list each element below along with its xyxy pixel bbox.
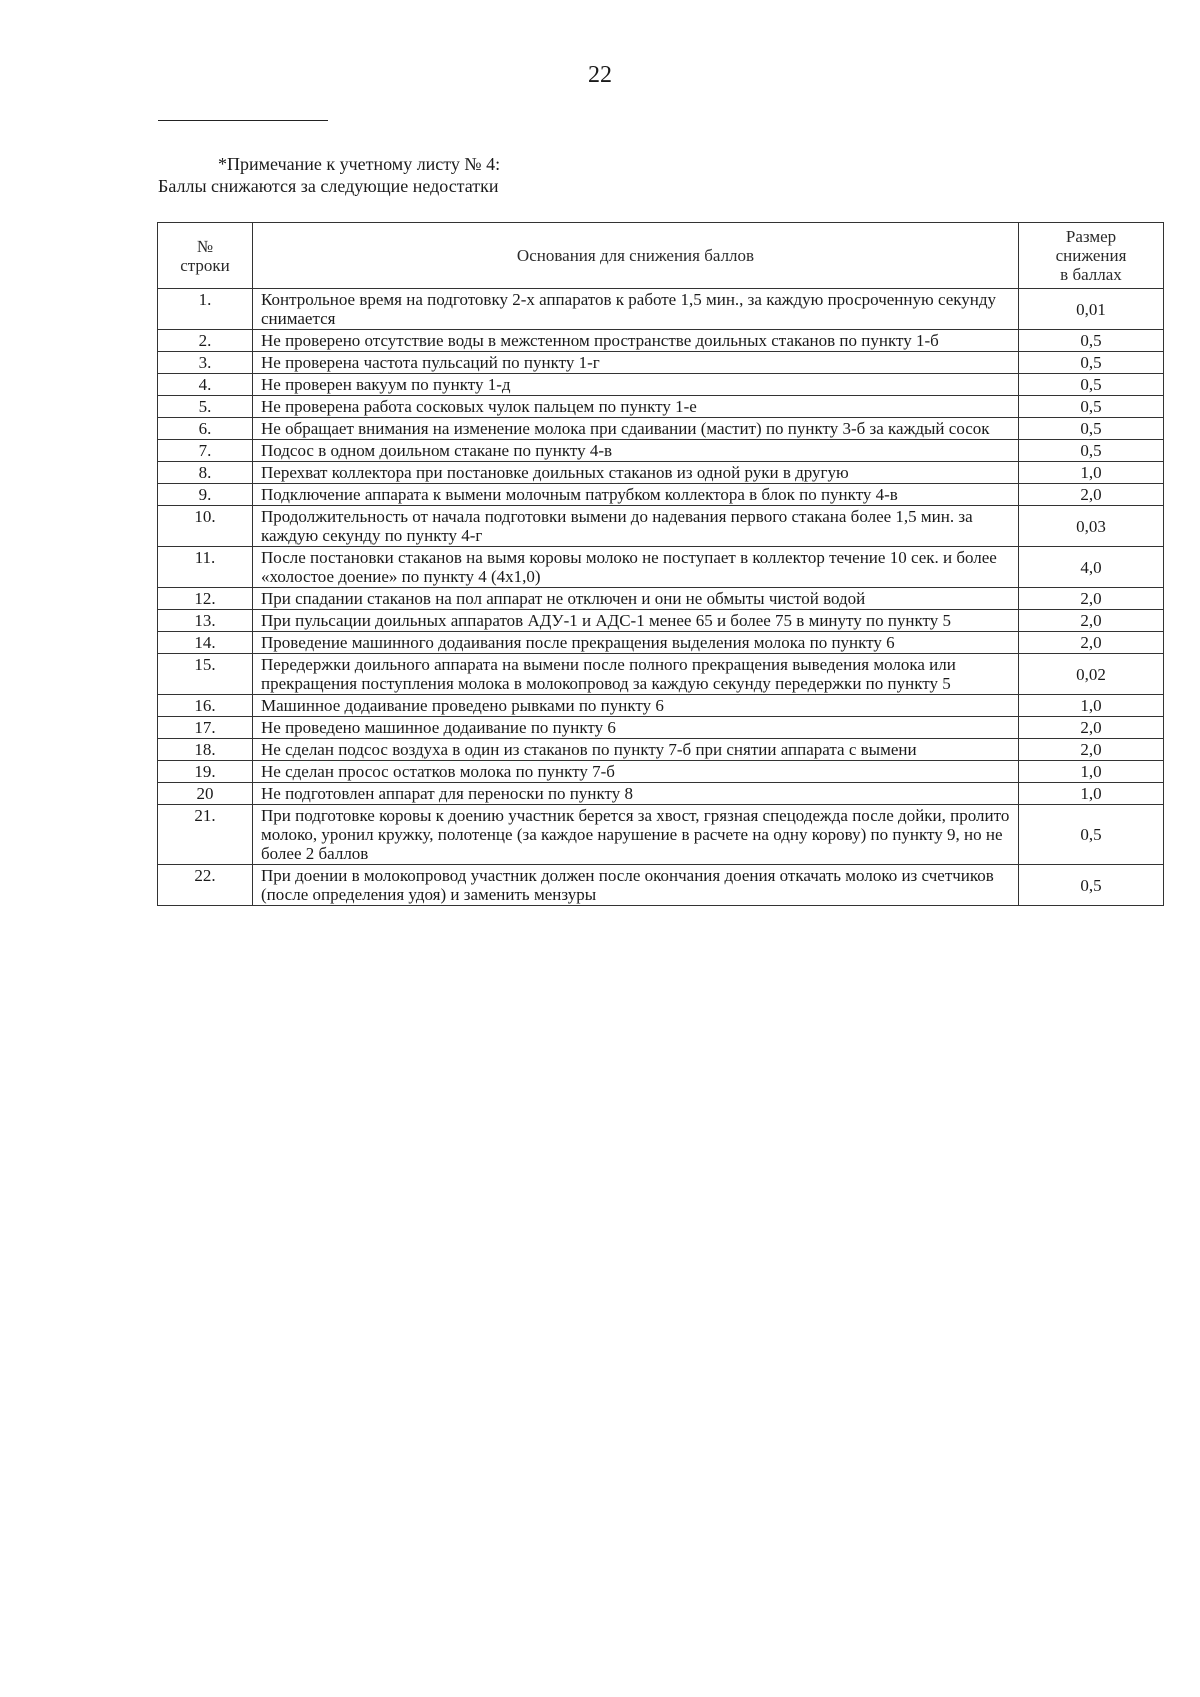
page-number: 22 (588, 62, 612, 88)
row-deduction-value: 2,0 (1019, 610, 1164, 632)
row-number: 7. (158, 440, 253, 462)
row-deduction-value: 1,0 (1019, 783, 1164, 805)
row-reason: Не проверено отсутствие воды в межстенном пространстве доильных стаканов по пункту 1-б (253, 330, 1019, 352)
table-row (158, 783, 1164, 805)
row-number: 18. (158, 739, 253, 761)
header-size-line: Размер (1065, 227, 1117, 246)
row-deduction-value: 1,0 (1019, 761, 1164, 783)
table-row (158, 610, 1164, 632)
row-deduction-value: 0,5 (1019, 374, 1164, 396)
row-deduction-value: 4,0 (1019, 547, 1164, 588)
row-deduction-value: 0,5 (1019, 396, 1164, 418)
row-deduction-value: 0,5 (1019, 418, 1164, 440)
row-deduction-value: 0,01 (1019, 289, 1164, 330)
row-reason: Не проверена частота пульсаций по пункту 1-г (253, 352, 1019, 374)
row-number: 2. (158, 330, 253, 352)
row-number: 11. (158, 547, 253, 588)
row-number: 1. (158, 289, 253, 330)
row-number: 9. (158, 484, 253, 506)
table-row (158, 717, 1164, 739)
row-reason: Контрольное время на подготовку 2-х аппаратов к работе 1,5 мин., за каждую просроченную секунду снимается (253, 289, 1019, 330)
row-reason: При подготовке коровы к доению участник берется за хвост, грязная спецодежда после дойки, пролито молоко, уронил кружку, полотенце (за каждое нарушение в расчете на одну корову) по пункту 9, но не более 2 баллов (253, 805, 1019, 865)
row-deduction-value: 1,0 (1019, 462, 1164, 484)
footnote-rule (158, 120, 328, 121)
row-number: 14. (158, 632, 253, 654)
row-number: 19. (158, 761, 253, 783)
row-deduction-value: 0,5 (1019, 865, 1164, 906)
row-reason: Не проведено машинное додаивание по пункту 6 (253, 717, 1019, 739)
header-size-line: в баллах (1060, 265, 1122, 284)
table-row (158, 506, 1164, 547)
header-num-line: № (196, 236, 214, 256)
table-row (158, 484, 1164, 506)
header-size-line: снижения (1055, 246, 1127, 265)
row-deduction-value: 2,0 (1019, 717, 1164, 739)
row-reason: Не сделан подсос воздуха в один из стаканов по пункту 7-б при снятии аппарата с вымени (253, 739, 1019, 761)
table-row (158, 865, 1164, 906)
table-row (158, 330, 1164, 352)
table-row (158, 695, 1164, 717)
note-subtitle: Баллы снижаются за следующие недостатки (158, 176, 499, 196)
row-deduction-value: 2,0 (1019, 632, 1164, 654)
table-row (158, 588, 1164, 610)
row-number: 20 (158, 783, 253, 805)
row-deduction-value: 0,5 (1019, 440, 1164, 462)
row-reason: Проведение машинного додаивания после прекращения выделения молока по пункту 6 (253, 632, 1019, 654)
row-reason: Не обращает внимания на изменение молока при сдаивании (мастит) по пункту 3-б за каждый сосок (253, 418, 1019, 440)
row-deduction-value: 2,0 (1019, 739, 1164, 761)
row-reason: При доении в молокопровод участник должен после окончания доения откачать молоко из счетчиков (после определения удоя) и заменить мензуры (253, 865, 1019, 906)
row-deduction-value: 2,0 (1019, 588, 1164, 610)
deductions-table (157, 222, 1164, 906)
row-reason: Машинное додаивание проведено рывками по пункту 6 (253, 695, 1019, 717)
row-reason: Не проверена работа сосковых чулок пальцем по пункту 1-е (253, 396, 1019, 418)
row-number: 21. (158, 805, 253, 865)
row-reason: При пульсации доильных аппаратов АДУ-1 и АДС-1 менее 65 и более 75 в минуту по пункту 5 (253, 610, 1019, 632)
row-deduction-value: 0,02 (1019, 654, 1164, 695)
table-row (158, 396, 1164, 418)
table-row (158, 418, 1164, 440)
header-num-line: строки (180, 255, 230, 275)
table-row (158, 805, 1164, 865)
note (158, 153, 500, 197)
note-title: *Примечание к учетному листу № 4: (218, 154, 501, 174)
row-number: 13. (158, 610, 253, 632)
header-row-number (158, 223, 253, 289)
row-number: 4. (158, 374, 253, 396)
table-row (158, 374, 1164, 396)
row-deduction-value: 0,5 (1019, 330, 1164, 352)
table-header-row (158, 223, 1164, 289)
table-row (158, 352, 1164, 374)
row-reason: При спадании стаканов на пол аппарат не отключен и они не обмыты чистой водой (253, 588, 1019, 610)
row-number: 12. (158, 588, 253, 610)
row-deduction-value: 1,0 (1019, 695, 1164, 717)
row-number: 17. (158, 717, 253, 739)
row-reason: Подключение аппарата к вымени молочным патрубком коллектора в блок по пункту 4-в (253, 484, 1019, 506)
row-reason: Подсос в одном доильном стакане по пункту 4-в (253, 440, 1019, 462)
row-deduction-value: 2,0 (1019, 484, 1164, 506)
row-number: 22. (158, 865, 253, 906)
row-deduction-value: 0,5 (1019, 805, 1164, 865)
row-number: 5. (158, 396, 253, 418)
row-reason: Передержки доильного аппарата на вымени после полного прекращения выведения молока или прекращения поступления молока в молокопровод за каждую секунду передержки по пункту 5 (253, 654, 1019, 695)
table-row (158, 289, 1164, 330)
row-reason: Не подготовлен аппарат для переноски по пункту 8 (253, 783, 1019, 805)
row-number: 6. (158, 418, 253, 440)
row-deduction-value: 0,03 (1019, 506, 1164, 547)
table-row (158, 632, 1164, 654)
row-number: 8. (158, 462, 253, 484)
row-reason: Не проверен вакуум по пункту 1-д (253, 374, 1019, 396)
table-row (158, 547, 1164, 588)
row-number: 10. (158, 506, 253, 547)
row-deduction-value: 0,5 (1019, 352, 1164, 374)
row-reason: После постановки стаканов на вымя коровы молоко не поступает в коллектор течение 10 сек. и более «холостое доение» по пункту 4 (4х1,0) (253, 547, 1019, 588)
table-row (158, 440, 1164, 462)
row-reason: Перехват коллектора при постановке доильных стаканов из одной руки в другую (253, 462, 1019, 484)
row-number: 16. (158, 695, 253, 717)
row-reason: Не сделан просос остатков молока по пункту 7-б (253, 761, 1019, 783)
row-reason: Продолжительность от начала подготовки вымени до надевания первого стакана более 1,5 мин. за каждую секунду по пункту 4-г (253, 506, 1019, 547)
table-body (158, 289, 1164, 906)
table-row (158, 462, 1164, 484)
table-row (158, 739, 1164, 761)
table-row (158, 654, 1164, 695)
table-row (158, 761, 1164, 783)
row-number: 3. (158, 352, 253, 374)
header-reason: Основания для снижения баллов (253, 223, 1019, 289)
header-size (1019, 223, 1164, 289)
row-number: 15. (158, 654, 253, 695)
